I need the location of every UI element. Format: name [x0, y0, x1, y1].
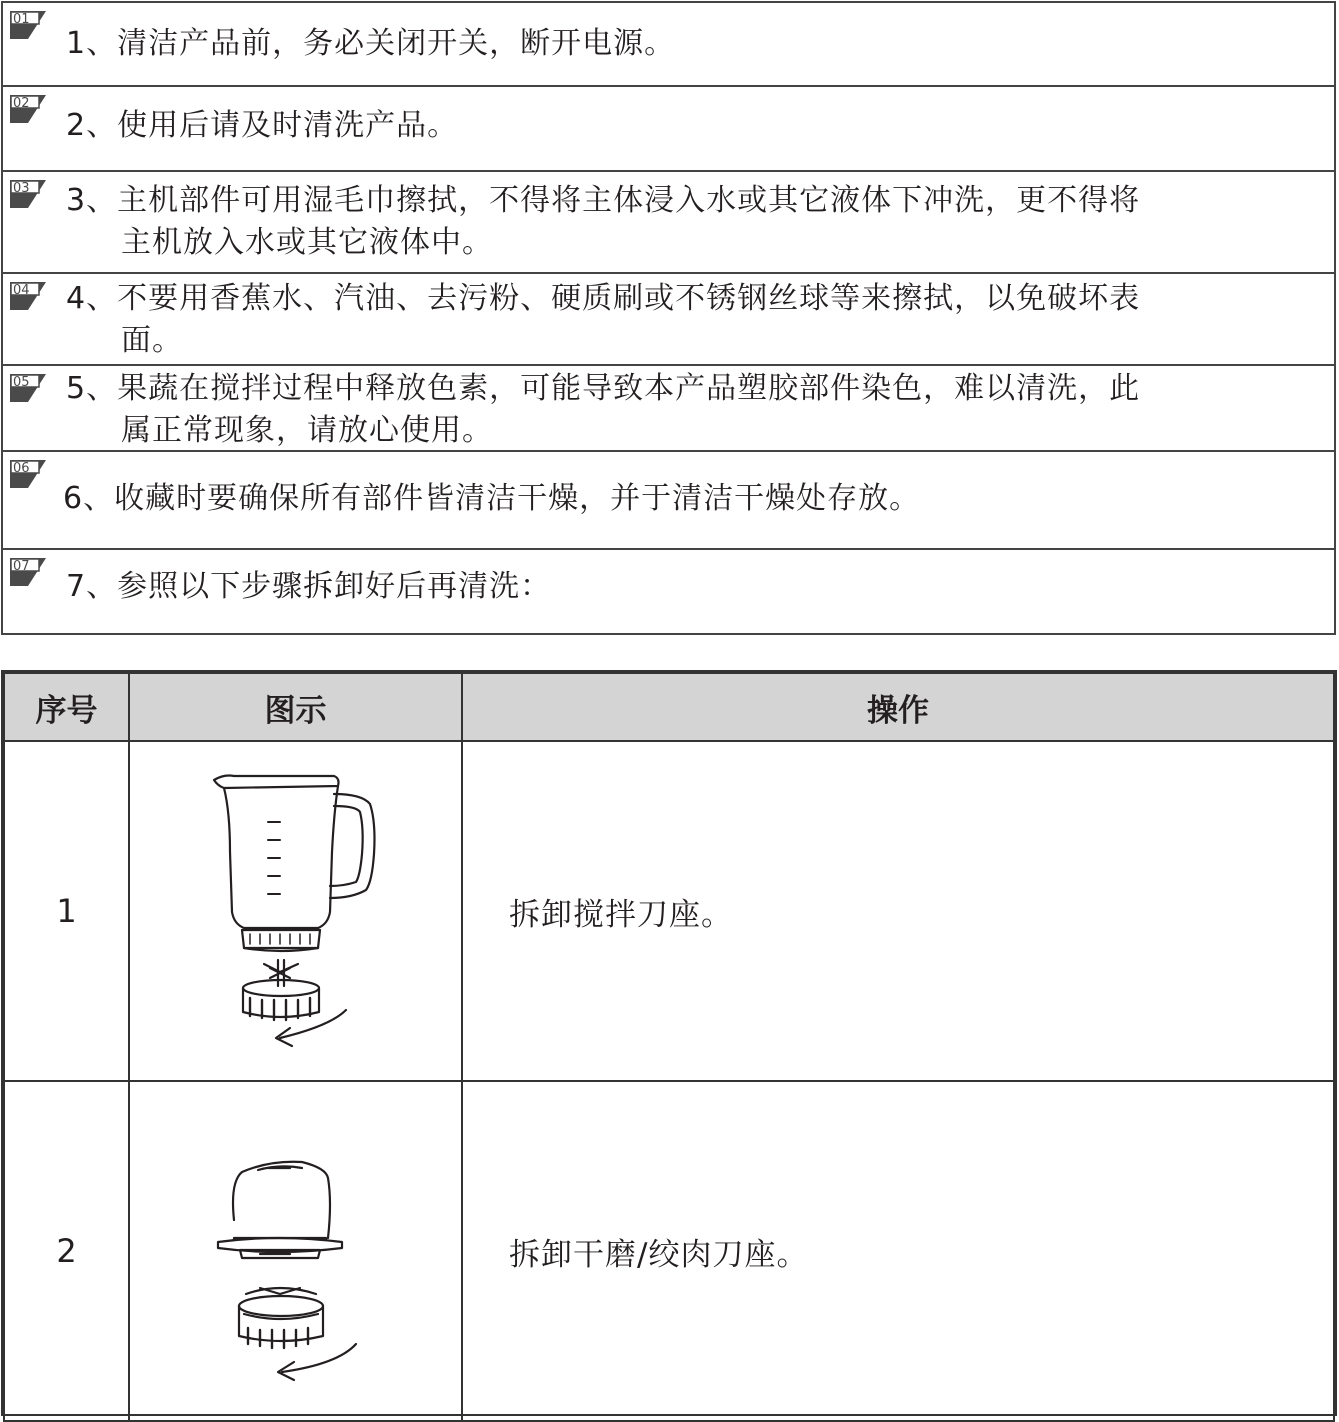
note-item [1, 1, 1336, 87]
svg-text:03: 03 [13, 181, 30, 196]
svg-text:06: 06 [13, 461, 30, 476]
note-item [1, 87, 1336, 172]
svg-text:04: 04 [13, 283, 30, 298]
svg-text:07: 07 [13, 559, 30, 574]
step-operation: 拆卸搅拌刀座。 [462, 741, 1334, 1081]
header-operation: 操作 [462, 673, 1334, 741]
step-number: 2 [4, 1081, 129, 1421]
note-item [1, 452, 1336, 550]
table-row [4, 741, 1334, 1081]
note-item [1, 550, 1336, 635]
note-text: 2、使用后请及时清洗产品。 [66, 108, 459, 143]
badge-icon [8, 458, 48, 490]
badge-icon [8, 93, 48, 125]
note-text: 3、主机部件可用湿毛巾擦拭，不得将主体浸入水或其它液体下冲洗，更不得将 主机放入水或其它液体中。 [66, 183, 1141, 260]
step-operation: 拆卸干磨/绞肉刀座。 [462, 1081, 1334, 1421]
note-item [1, 366, 1336, 452]
blender-jar-blade-removal-icon [130, 742, 463, 1080]
step-figure [129, 741, 462, 1081]
note-text: 4、不要用香蕉水、汽油、去污粉、硬质刷或不锈钢丝球等来擦拭，以免破坏表 面。 [66, 281, 1141, 358]
note-text: 7、参照以下步骤拆卸好后再清洗： [66, 569, 552, 604]
cleaning-notes [1, 1, 1336, 635]
header-figure: 图示 [129, 673, 462, 741]
note-item [1, 274, 1336, 366]
badge-icon [8, 9, 48, 41]
svg-text:01: 01 [13, 12, 30, 27]
note-text: 1、清洁产品前，务必关闭开关，断开电源。 [66, 26, 676, 61]
note-text: 5、果蔬在搅拌过程中释放色素，可能导致本产品塑胶部件染色，难以清洗，此 属正常现象，请放心使用。 [66, 371, 1141, 448]
svg-text:02: 02 [13, 96, 30, 111]
svg-text:05: 05 [13, 375, 30, 390]
badge-icon [8, 280, 48, 312]
table-row [4, 1081, 1334, 1421]
badge-icon [8, 372, 48, 404]
badge-icon [8, 178, 48, 210]
step-number: 1 [4, 741, 129, 1081]
step-figure [129, 1081, 462, 1421]
header-number: 序号 [4, 673, 129, 741]
grinder-cup-blade-removal-icon [130, 1082, 463, 1420]
note-text: 6、收藏时要确保所有部件皆清洁干燥，并于清洁干燥处存放。 [63, 481, 921, 516]
disassembly-steps-table [1, 670, 1337, 1416]
badge-icon [8, 556, 48, 588]
note-item [1, 172, 1336, 274]
